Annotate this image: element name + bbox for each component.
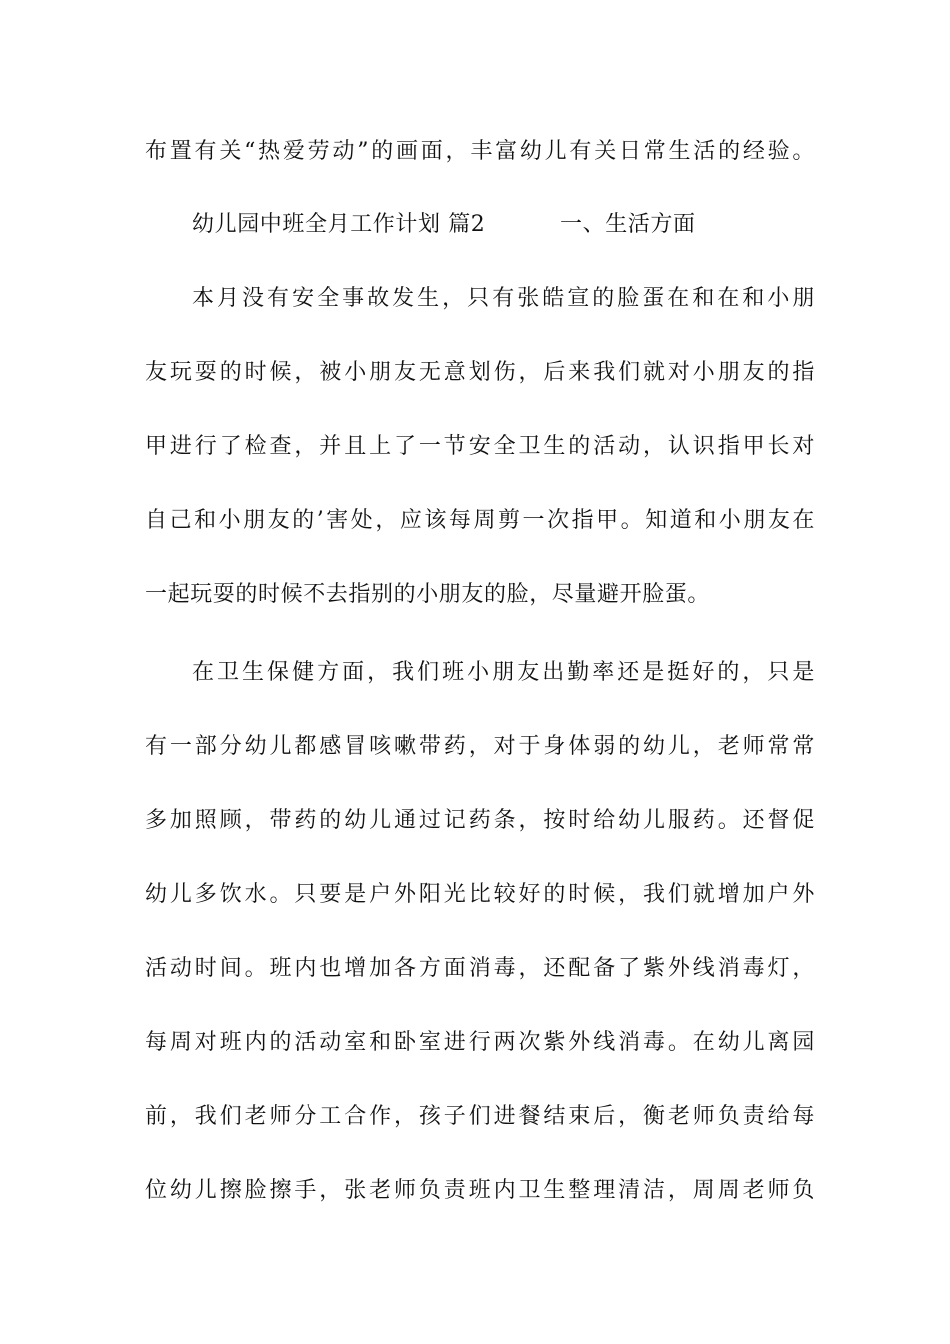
paragraph-2-line-3: 多加照顾，带药的幼儿通过记药条，按时给幼儿服药。还督促	[145, 808, 815, 833]
paragraph-1-line-2: 友玩耍的时候，被小朋友无意划伤，后来我们就对小朋友的指	[145, 360, 815, 385]
text-line-1: 布置有关“热爱劳动”的画面，丰富幼儿有关日常生活的经验。	[145, 139, 815, 164]
paragraph-2-line-6: 每周对班内的活动室和卧室进行两次紫外线消毒。在幼儿离园	[145, 1030, 815, 1055]
paragraph-2-line-5: 活动时间。班内也增加各方面消毒，还配备了紫外线消毒灯，	[145, 956, 815, 981]
paragraph-2-line-7: 前，我们老师分工合作，孩子们进餐结束后，衡老师负责给每	[145, 1104, 815, 1129]
paragraph-2-line-4: 幼儿多饮水。只要是户外阳光比较好的时候，我们就增加户外	[145, 882, 815, 907]
paragraph-2-line-2: 有一部分幼儿都感冒咳嗽带药，对于身体弱的幼儿，老师常常	[145, 734, 815, 759]
paragraph-1-line-5: 一起玩耍的时候不去指别的小朋友的脸，尽量避开脸蛋。	[145, 582, 711, 607]
paragraph-1-line-4: 自己和小朋友的’害处，应该每周剪一次指甲。知道和小朋友在	[145, 508, 815, 533]
section-subtitle: 一、生活方面	[560, 212, 696, 237]
paragraph-2-line-1: 在卫生保健方面，我们班小朋友出勤率还是挺好的，只是	[192, 660, 815, 685]
paragraph-2-line-8: 位幼儿擦脸擦手，张老师负责班内卫生整理清洁，周周老师负	[145, 1178, 815, 1203]
section-title: 幼儿园中班全月工作计划 篇2	[192, 212, 486, 237]
paragraph-1-line-3: 甲进行了检查，并且上了一节安全卫生的活动，认识指甲长对	[145, 434, 815, 459]
paragraph-1-line-1: 本月没有安全事故发生，只有张皓宣的脸蛋在和在和小朋	[192, 286, 815, 311]
